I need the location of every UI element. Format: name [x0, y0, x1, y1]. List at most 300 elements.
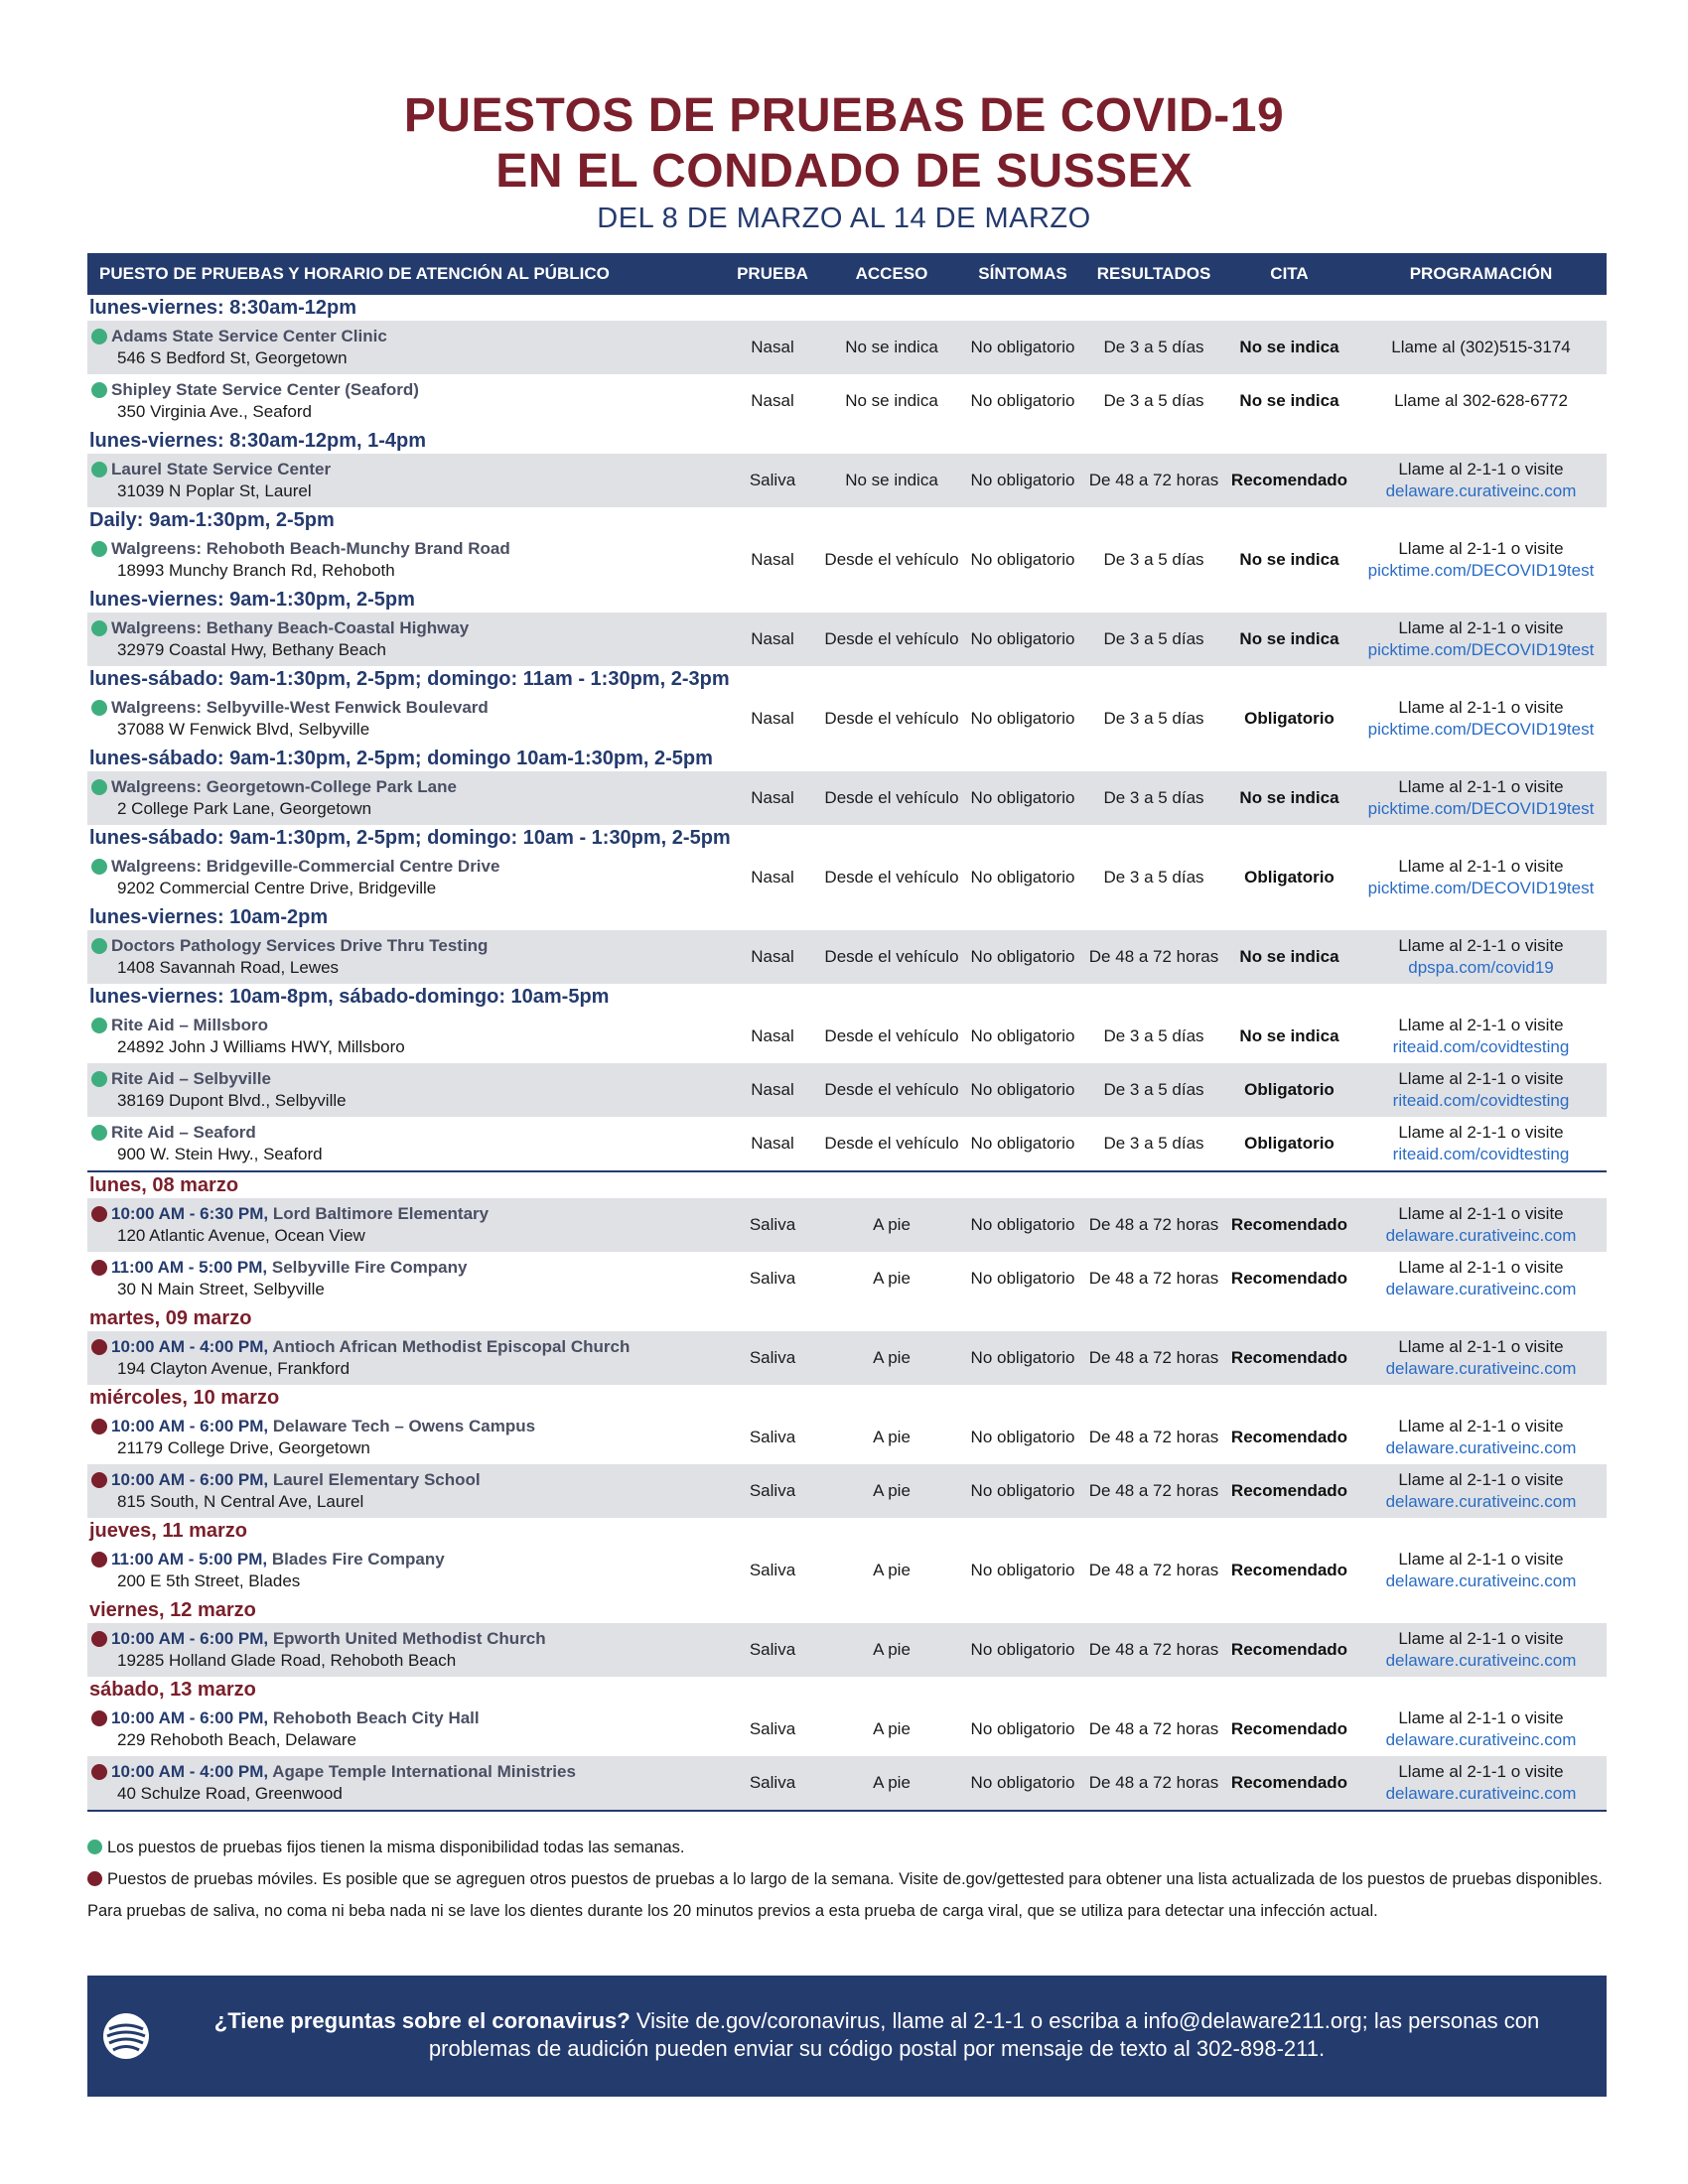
symptoms-cell: No obligatorio: [970, 550, 1075, 569]
green-dot-icon: [91, 541, 107, 557]
test-type-cell: Nasal: [751, 550, 794, 569]
red-dot-icon: [91, 1260, 107, 1276]
schedule-cell: [1355, 1549, 1607, 1592]
symptoms-cell: No obligatorio: [970, 709, 1075, 728]
schedule-link[interactable]: delaware.curativeinc.com: [1385, 1784, 1577, 1803]
site-name: [91, 1761, 723, 1783]
results-cell: De 48 a 72 horas: [1088, 1269, 1219, 1288]
schedule-text: Llame al 2-1-1 o visite: [1398, 1123, 1564, 1142]
schedule-link[interactable]: picktime.com/DECOVID19test: [1367, 640, 1595, 659]
date-range-subtitle: DEL 8 DE MARZO AL 14 DE MARZO: [597, 203, 1091, 234]
table-row: [87, 1464, 1607, 1518]
site-cell: [87, 1068, 723, 1112]
red-dot-icon: [91, 1631, 107, 1647]
schedule-link[interactable]: delaware.curativeinc.com: [1385, 1492, 1577, 1511]
site-address: 18993 Munchy Branch Rd, Rehoboth: [117, 561, 395, 580]
site-name-text: Rite Aid – Seaford: [111, 1123, 256, 1142]
site-name: [91, 1257, 723, 1279]
schedule-section-label: jueves, 11 marzo: [89, 1520, 247, 1542]
site-time: 11:00 AM - 5:00 PM,: [111, 1258, 268, 1277]
green-dot-icon: [91, 329, 107, 344]
test-type-cell: Saliva: [749, 1428, 796, 1446]
site-name: [91, 459, 723, 480]
table-bottom-rule: [87, 1810, 1607, 1812]
schedule-text: Llame al 2-1-1 o visite: [1398, 936, 1564, 955]
results-cell: De 48 a 72 horas: [1088, 1215, 1219, 1234]
page-title-line2: EN EL CONDADO DE SUSSEX: [495, 145, 1193, 198]
site-name: [91, 1203, 723, 1225]
schedule-cell: [1355, 856, 1607, 899]
green-dot-icon: [91, 462, 107, 478]
results-cell: De 3 a 5 días: [1103, 1026, 1204, 1045]
site-name: [91, 1068, 723, 1090]
schedule-link[interactable]: delaware.curativeinc.com: [1385, 1438, 1577, 1457]
schedule-link[interactable]: picktime.com/DECOVID19test: [1367, 720, 1595, 739]
appointment-cell: No se indica: [1239, 947, 1339, 966]
schedule-text: Llame al 2-1-1 o visite: [1398, 539, 1564, 558]
results-cell: De 48 a 72 horas: [1088, 1348, 1219, 1367]
symptoms-cell: No obligatorio: [970, 1481, 1075, 1500]
site-name: [91, 1122, 723, 1144]
results-cell: De 3 a 5 días: [1103, 1134, 1204, 1153]
access-cell: A pie: [873, 1640, 911, 1659]
results-cell: De 3 a 5 días: [1103, 709, 1204, 728]
test-type-cell: Nasal: [751, 709, 794, 728]
access-cell: No se indica: [845, 338, 938, 356]
access-cell: A pie: [873, 1561, 911, 1579]
red-dot-icon: [91, 1206, 107, 1222]
appointment-cell: No se indica: [1239, 788, 1339, 807]
test-type-cell: Nasal: [751, 868, 794, 887]
appointment-cell: Recomendado: [1230, 1773, 1348, 1792]
appointment-cell: Recomendado: [1230, 1640, 1348, 1659]
symptoms-cell: No obligatorio: [970, 338, 1075, 356]
site-name-text: Walgreens: Rehoboth Beach-Munchy Brand Road: [111, 539, 510, 558]
test-type-cell: Nasal: [751, 338, 794, 356]
table-row: [87, 692, 1607, 746]
schedule-cell: [1355, 459, 1607, 502]
note-saliva: [87, 1900, 1607, 1922]
table-row: [87, 1010, 1607, 1063]
symptoms-cell: No obligatorio: [970, 1428, 1075, 1446]
green-dot-icon: [91, 700, 107, 716]
green-dot-icon: [91, 938, 107, 954]
fixed-sites-body: [87, 295, 1607, 1170]
site-name-text: Agape Temple International Ministries: [272, 1762, 576, 1781]
schedule-section-label: lunes-viernes: 10am-8pm, sábado-domingo: 10am-5pm: [89, 986, 610, 1008]
site-address: 2 College Park Lane, Georgetown: [117, 799, 372, 818]
schedule-text: Llame al (302)515-3174: [1391, 338, 1571, 356]
site-address: 815 South, N Central Ave, Laurel: [117, 1492, 364, 1511]
header-test: PRUEBA: [737, 264, 808, 283]
site-cell: [87, 1416, 723, 1459]
table-row: [87, 1411, 1607, 1464]
symptoms-cell: No obligatorio: [970, 1215, 1075, 1234]
footer-question: ¿Tiene preguntas sobre el coronavirus?: [213, 2008, 631, 2033]
table-row: [87, 1544, 1607, 1597]
schedule-text: Llame al 2-1-1 o visite: [1398, 698, 1564, 717]
site-address: 37088 W Fenwick Blvd, Selbyville: [117, 720, 370, 739]
access-cell: A pie: [873, 1719, 911, 1738]
note-mobile-sites: [87, 1868, 1607, 1890]
site-cell: [87, 1628, 723, 1672]
results-cell: De 48 a 72 horas: [1088, 1719, 1219, 1738]
schedule-text: Llame al 2-1-1 o visite: [1398, 1629, 1564, 1648]
green-dot-icon: [91, 859, 107, 875]
schedule-cell: [1355, 390, 1607, 412]
schedule-section-label: Daily: 9am-1:30pm, 2-5pm: [89, 509, 335, 531]
access-cell: A pie: [873, 1269, 911, 1288]
schedule-cell: [1355, 1257, 1607, 1300]
site-name-text: Blades Fire Company: [271, 1550, 445, 1569]
appointment-cell: Recomendado: [1230, 1269, 1348, 1288]
test-type-cell: Saliva: [749, 1269, 796, 1288]
results-cell: De 3 a 5 días: [1103, 629, 1204, 648]
site-name: [91, 856, 723, 878]
results-cell: De 48 a 72 horas: [1088, 947, 1219, 966]
site-time: 10:00 AM - 4:00 PM,: [111, 1337, 269, 1356]
header-symptoms: SÍNTOMAS: [978, 264, 1067, 283]
access-cell: Desde el vehículo: [824, 788, 959, 807]
site-name: [91, 379, 723, 401]
red-dot-icon: [91, 1552, 107, 1568]
site-cell: [87, 617, 723, 661]
site-name-text: Delaware Tech – Owens Campus: [272, 1417, 536, 1435]
site-name-text: Shipley State Service Center (Seaford): [111, 380, 419, 399]
test-type-cell: Nasal: [751, 629, 794, 648]
appointment-cell: No se indica: [1239, 391, 1339, 410]
schedule-cell: [1355, 697, 1607, 741]
site-time: 10:00 AM - 6:00 PM,: [111, 1417, 269, 1435]
table-row: [87, 1252, 1607, 1305]
symptoms-cell: No obligatorio: [970, 1134, 1075, 1153]
appointment-cell: Recomendado: [1230, 1428, 1348, 1446]
footnotes: [87, 1837, 1607, 1932]
site-name: [91, 1416, 723, 1437]
table-row: [87, 1756, 1607, 1810]
schedule-link[interactable]: delaware.curativeinc.com: [1385, 1359, 1577, 1378]
schedule-section-label: lunes-viernes: 8:30am-12pm: [89, 297, 357, 319]
site-address: 120 Atlantic Avenue, Ocean View: [117, 1226, 365, 1245]
schedule-link[interactable]: picktime.com/DECOVID19test: [1367, 561, 1595, 580]
test-type-cell: Nasal: [751, 1026, 794, 1045]
site-address: 546 S Bedford St, Georgetown: [117, 348, 348, 367]
test-type-cell: Saliva: [749, 471, 796, 489]
site-name-text: Rehoboth Beach City Hall: [272, 1708, 480, 1727]
schedule-cell: [1355, 1761, 1607, 1805]
appointment-cell: No se indica: [1239, 1026, 1339, 1045]
schedule-link[interactable]: dpspa.com/covid19: [1408, 958, 1554, 977]
site-address: 900 W. Stein Hwy., Seaford: [117, 1145, 323, 1163]
red-dot-icon: [91, 1472, 107, 1488]
schedule-link[interactable]: picktime.com/DECOVID19test: [1367, 799, 1595, 818]
schedule-link[interactable]: delaware.curativeinc.com: [1385, 1280, 1577, 1298]
site-name-text: Epworth United Methodist Church: [272, 1629, 546, 1648]
site-address: 200 E 5th Street, Blades: [117, 1571, 301, 1590]
schedule-cell: [1355, 1628, 1607, 1672]
table-row: [87, 1063, 1607, 1117]
site-address: 9202 Commercial Centre Drive, Bridgeville: [117, 879, 437, 897]
symptoms-cell: No obligatorio: [970, 629, 1075, 648]
results-cell: De 3 a 5 días: [1103, 391, 1204, 410]
note-fixed-sites: [87, 1837, 1607, 1858]
site-address: 350 Virginia Ave., Seaford: [117, 402, 312, 421]
site-cell: [87, 1707, 723, 1751]
red-dot-icon: [91, 1419, 107, 1434]
schedule-section-label: lunes-sábado: 9am-1:30pm, 2-5pm; domingo: 11am - 1:30pm, 2-3pm: [89, 668, 730, 690]
site-address: 229 Rehoboth Beach, Delaware: [117, 1730, 356, 1749]
test-type-cell: Saliva: [749, 1773, 796, 1792]
schedule-section-label: lunes-sábado: 9am-1:30pm, 2-5pm; domingo: 10am - 1:30pm, 2-5pm: [89, 827, 731, 849]
appointment-cell: Recomendado: [1230, 1348, 1348, 1367]
access-cell: No se indica: [845, 471, 938, 489]
test-type-cell: Nasal: [751, 947, 794, 966]
results-cell: De 48 a 72 horas: [1088, 1481, 1219, 1500]
schedule-cell: [1355, 1015, 1607, 1058]
site-cell: [87, 326, 723, 369]
site-address: 21179 College Drive, Georgetown: [117, 1438, 370, 1457]
schedule-text: Llame al 2-1-1 o visite: [1398, 460, 1564, 478]
red-dot-icon: [91, 1710, 107, 1726]
results-cell: De 3 a 5 días: [1103, 550, 1204, 569]
site-address: 40 Schulze Road, Greenwood: [117, 1784, 343, 1803]
schedule-link[interactable]: delaware.curativeinc.com: [1385, 1730, 1577, 1749]
site-cell: [87, 1549, 723, 1592]
schedule-link[interactable]: delaware.curativeinc.com: [1385, 1651, 1577, 1670]
schedule-link[interactable]: delaware.curativeinc.com: [1385, 481, 1577, 500]
symptoms-cell: No obligatorio: [970, 868, 1075, 887]
schedule-text: Llame al 2-1-1 o visite: [1398, 1708, 1564, 1727]
symptoms-cell: No obligatorio: [970, 1269, 1075, 1288]
table-row: [87, 374, 1607, 428]
site-address: 38169 Dupont Blvd., Selbyville: [117, 1091, 347, 1110]
access-cell: A pie: [873, 1481, 911, 1500]
header-results: RESULTADOS: [1096, 264, 1211, 283]
site-name-text: Rite Aid – Millsboro: [111, 1016, 269, 1034]
schedule-text: Llame al 2-1-1 o visite: [1398, 1204, 1564, 1223]
site-address: 19285 Holland Glade Road, Rehoboth Beach: [117, 1651, 457, 1670]
site-time: 10:00 AM - 6:30 PM,: [111, 1204, 269, 1223]
site-name-text: Adams State Service Center Clinic: [111, 327, 387, 345]
schedule-cell: [1355, 1336, 1607, 1380]
schedule-section-label: sábado, 13 marzo: [89, 1679, 256, 1701]
site-address: 30 N Main Street, Selbyville: [117, 1280, 325, 1298]
site-cell: [87, 1761, 723, 1805]
site-name-text: Walgreens: Selbyville-West Fenwick Boulevard: [111, 698, 489, 717]
table-row: [87, 533, 1607, 587]
appointment-cell: No se indica: [1239, 338, 1339, 356]
site-name: [91, 1336, 723, 1358]
schedule-link[interactable]: delaware.curativeinc.com: [1385, 1571, 1577, 1590]
access-cell: Desde el vehículo: [824, 629, 959, 648]
appointment-cell: Obligatorio: [1244, 1134, 1335, 1153]
site-name: [91, 1549, 723, 1570]
header-appointment: CITA: [1270, 264, 1309, 283]
access-cell: No se indica: [845, 391, 938, 410]
header-access: ACCESO: [855, 264, 928, 283]
site-cell: [87, 1015, 723, 1058]
table-row: [87, 1117, 1607, 1170]
site-address: 31039 N Poplar St, Laurel: [117, 481, 312, 500]
header-site: PUESTO DE PRUEBAS Y HORARIO DE ATENCIÓN AL PÚBLICO: [99, 264, 610, 283]
site-name: [91, 1015, 723, 1036]
appointment-cell: No se indica: [1239, 550, 1339, 569]
schedule-cell: [1355, 1122, 1607, 1165]
appointment-cell: Obligatorio: [1244, 1080, 1335, 1099]
schedule-section-label: lunes-viernes: 9am-1:30pm, 2-5pm: [89, 589, 415, 611]
table-row: [87, 613, 1607, 666]
appointment-cell: Recomendado: [1230, 1719, 1348, 1738]
site-cell: [87, 1257, 723, 1300]
site-name-text: Selbyville Fire Company: [271, 1258, 468, 1277]
delaware-globe-icon: [101, 2011, 151, 2061]
results-cell: De 3 a 5 días: [1103, 1080, 1204, 1099]
schedule-cell: [1355, 1469, 1607, 1513]
site-name: [91, 1628, 723, 1650]
schedule-section-label: viernes, 12 marzo: [89, 1599, 256, 1621]
symptoms-cell: No obligatorio: [970, 1640, 1075, 1659]
site-name-text: Lord Baltimore Elementary: [272, 1204, 490, 1223]
table-row: [87, 851, 1607, 904]
appointment-cell: Recomendado: [1230, 1215, 1348, 1234]
results-cell: De 48 a 72 horas: [1088, 1640, 1219, 1659]
site-time: 10:00 AM - 4:00 PM,: [111, 1762, 269, 1781]
test-type-cell: Saliva: [749, 1640, 796, 1659]
access-cell: Desde el vehículo: [824, 709, 959, 728]
site-cell: [87, 776, 723, 820]
testing-sites-table: [87, 253, 1607, 1812]
footer-info: Visite de.gov/coronavirus, llame al 2-1-1 o escriba a info@delaware211.org; las personas con problemas de audición pueden enviar su código postal por mensaje de texto al 302-898-211.: [428, 2008, 1540, 2061]
table-row: [87, 1623, 1607, 1677]
table-row: [87, 771, 1607, 825]
schedule-text: Llame al 2-1-1 o visite: [1398, 857, 1564, 876]
schedule-text: Llame al 2-1-1 o visite: [1398, 777, 1564, 796]
site-cell: [87, 1469, 723, 1513]
site-cell: [87, 379, 723, 423]
site-address: 24892 John J Williams HWY, Millsboro: [117, 1037, 405, 1056]
access-cell: Desde el vehículo: [824, 1026, 959, 1045]
site-time: 10:00 AM - 6:00 PM,: [111, 1708, 269, 1727]
access-cell: Desde el vehículo: [824, 1080, 959, 1099]
schedule-text: Llame al 302-628-6772: [1394, 391, 1568, 410]
table-row: [87, 930, 1607, 984]
test-type-cell: Saliva: [749, 1348, 796, 1367]
schedule-cell: [1355, 538, 1607, 582]
test-type-cell: Nasal: [751, 1134, 794, 1153]
access-cell: A pie: [873, 1215, 911, 1234]
schedule-cell: [1355, 776, 1607, 820]
site-address: 1408 Savannah Road, Lewes: [117, 958, 340, 977]
schedule-cell: [1355, 1068, 1607, 1112]
site-time: 11:00 AM - 5:00 PM,: [111, 1550, 268, 1569]
test-type-cell: Nasal: [751, 391, 794, 410]
green-dot-icon: [91, 620, 107, 636]
footer-banner: [87, 1976, 1607, 2097]
site-cell: [87, 697, 723, 741]
schedule-section-label: miércoles, 10 marzo: [89, 1387, 280, 1409]
symptoms-cell: No obligatorio: [970, 471, 1075, 489]
schedule-cell: [1355, 1203, 1607, 1247]
red-dot-icon: [91, 1764, 107, 1780]
schedule-section-label: martes, 09 marzo: [89, 1307, 252, 1329]
green-dot-icon: [91, 1018, 107, 1033]
site-name: [91, 776, 723, 798]
schedule-link[interactable]: picktime.com/DECOVID19test: [1367, 879, 1595, 897]
test-type-cell: Saliva: [749, 1215, 796, 1234]
results-cell: De 48 a 72 horas: [1088, 1773, 1219, 1792]
note-saliva-text: Para pruebas de saliva, no coma ni beba nada ni se lave los dientes durante los 20 minutos previos a esta prueba de carga viral, que se utiliza para detectar una infección actual.: [87, 1902, 1378, 1920]
test-type-cell: Saliva: [749, 1719, 796, 1738]
site-cell: [87, 538, 723, 582]
site-name: [91, 538, 723, 560]
table-row: [87, 321, 1607, 374]
site-name-text: Rite Aid – Selbyville: [111, 1069, 271, 1088]
appointment-cell: Recomendado: [1230, 1561, 1348, 1579]
symptoms-cell: No obligatorio: [970, 1719, 1075, 1738]
table-row: [87, 1198, 1607, 1252]
note-fixed-text: Los puestos de pruebas fijos tienen la misma disponibilidad todas las semanas.: [107, 1839, 685, 1856]
symptoms-cell: No obligatorio: [970, 1348, 1075, 1367]
test-type-cell: Nasal: [751, 1080, 794, 1099]
red-dot-icon: [91, 1339, 107, 1355]
site-name: [91, 1707, 723, 1729]
symptoms-cell: No obligatorio: [970, 947, 1075, 966]
appointment-cell: Recomendado: [1230, 1481, 1348, 1500]
access-cell: A pie: [873, 1348, 911, 1367]
site-name: [91, 617, 723, 639]
schedule-text: Llame al 2-1-1 o visite: [1398, 1550, 1564, 1569]
schedule-text: Llame al 2-1-1 o visite: [1398, 1470, 1564, 1489]
schedule-link[interactable]: riteaid.com/covidtesting: [1392, 1037, 1570, 1056]
results-cell: De 3 a 5 días: [1103, 338, 1204, 356]
site-time: 10:00 AM - 6:00 PM,: [111, 1629, 269, 1648]
schedule-cell: [1355, 337, 1607, 358]
site-cell: [87, 459, 723, 502]
symptoms-cell: No obligatorio: [970, 1080, 1075, 1099]
green-dot-icon: [91, 1125, 107, 1141]
schedule-text: Llame al 2-1-1 o visite: [1398, 1258, 1564, 1277]
note-mobile-text: Puestos de pruebas móviles. Es posible que se agreguen otros puestos de pruebas a lo largo de la semana. Visite de.gov/gettested para obtener una lista actualizada de los puestos de pruebas disponibles.: [107, 1870, 1603, 1888]
site-cell: [87, 935, 723, 979]
schedule-link[interactable]: delaware.curativeinc.com: [1385, 1226, 1577, 1245]
site-cell: [87, 1336, 723, 1380]
test-type-cell: Saliva: [749, 1561, 796, 1579]
site-name-text: Walgreens: Bethany Beach-Coastal Highway: [111, 618, 470, 637]
schedule-section-label: lunes-viernes: 10am-2pm: [89, 906, 329, 928]
appointment-cell: Obligatorio: [1244, 709, 1335, 728]
page-title-line1: PUESTOS DE PRUEBAS DE COVID-19: [403, 89, 1285, 142]
mobile-sites-body: [87, 1172, 1607, 1810]
site-address: 32979 Coastal Hwy, Bethany Beach: [117, 640, 386, 659]
results-cell: De 48 a 72 horas: [1088, 1561, 1219, 1579]
site-time: 10:00 AM - 6:00 PM,: [111, 1470, 269, 1489]
red-dot-icon: [87, 1871, 102, 1886]
schedule-link[interactable]: riteaid.com/covidtesting: [1392, 1145, 1570, 1163]
access-cell: A pie: [873, 1428, 911, 1446]
schedule-section-label: lunes, 08 marzo: [89, 1174, 239, 1196]
symptoms-cell: No obligatorio: [970, 1026, 1075, 1045]
schedule-cell: [1355, 617, 1607, 661]
schedule-link[interactable]: riteaid.com/covidtesting: [1392, 1091, 1570, 1110]
header-schedule: PROGRAMACIÓN: [1409, 264, 1553, 283]
access-cell: Desde el vehículo: [824, 1134, 959, 1153]
site-name: [91, 1469, 723, 1491]
results-cell: De 48 a 72 horas: [1088, 471, 1219, 489]
green-dot-icon: [87, 1840, 102, 1854]
table-row: [87, 454, 1607, 507]
site-name-text: Walgreens: Bridgeville-Commercial Centre Drive: [111, 857, 500, 876]
site-name: [91, 935, 723, 957]
